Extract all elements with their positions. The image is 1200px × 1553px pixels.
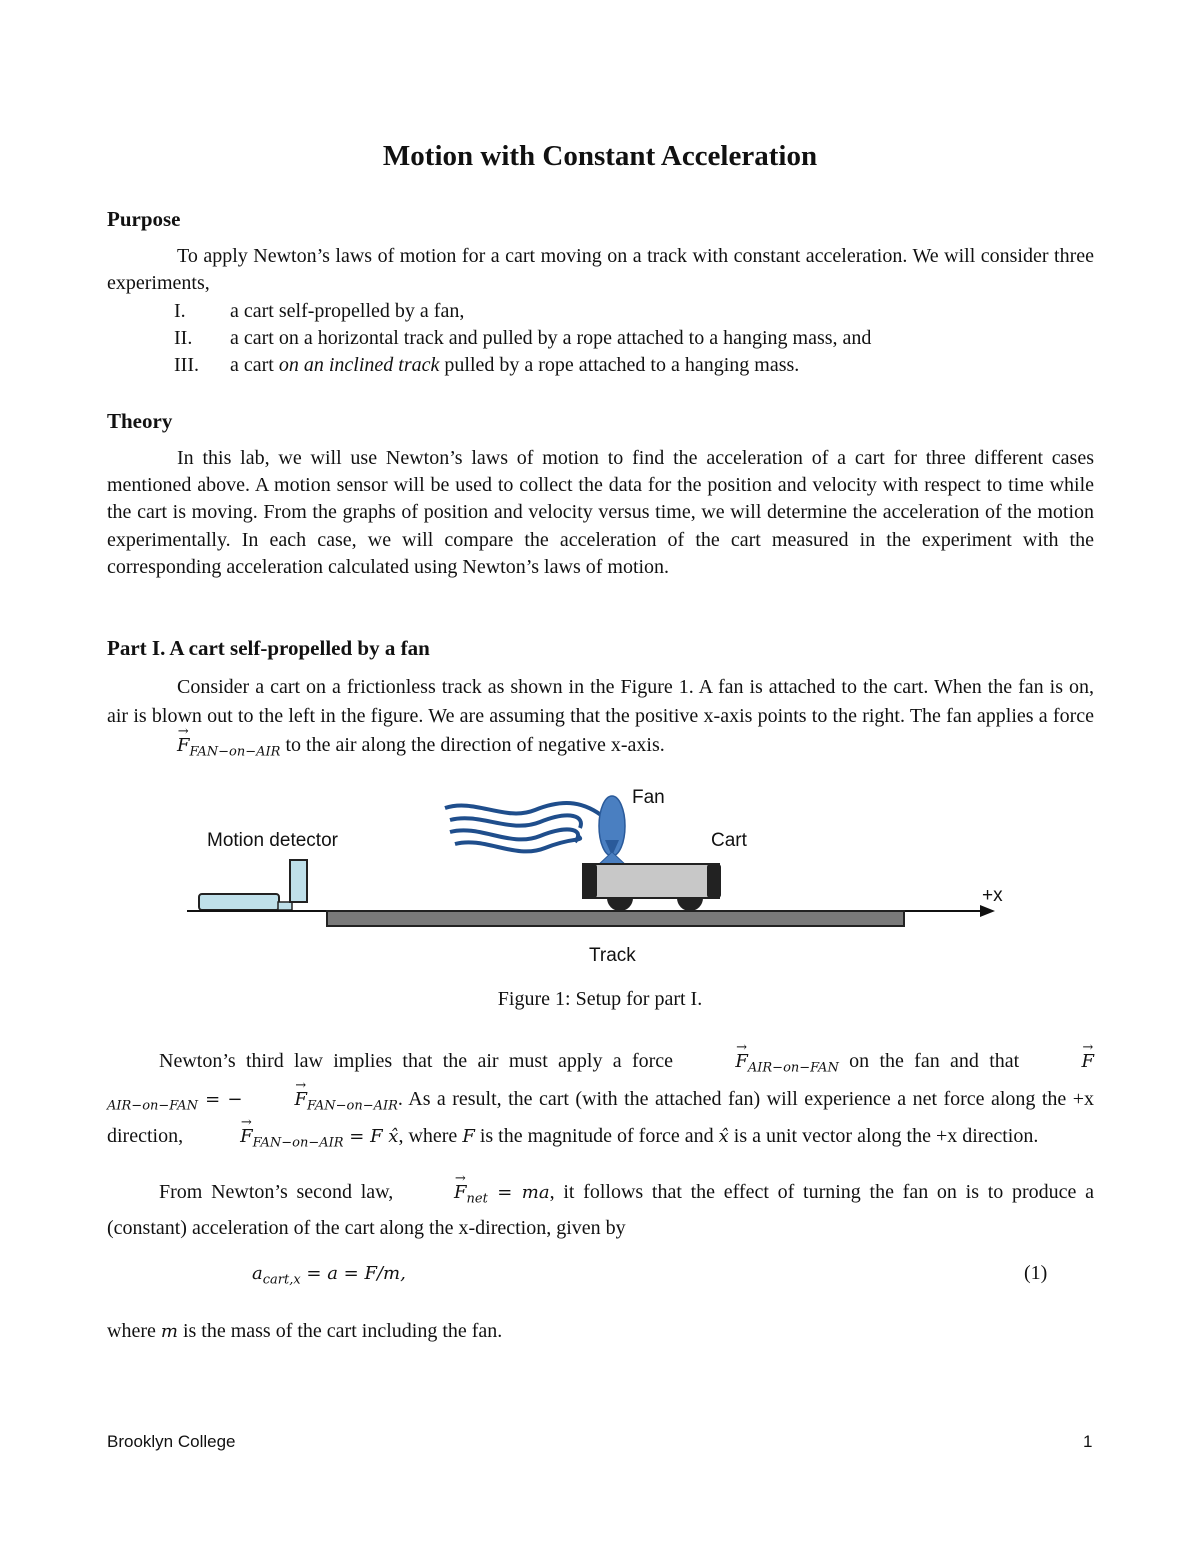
figure-setup: [185, 780, 1015, 970]
axis-label: +x: [982, 885, 1003, 906]
list-item: II. a cart on a horizontal track and pulled by a rope attached to a hanging mass, and: [174, 327, 872, 350]
footer-page-number: 1: [1083, 1432, 1093, 1451]
part1-paragraph-4: where m is the mass of the cart including the fan.: [107, 1320, 503, 1342]
air-waves-icon: [445, 803, 605, 851]
track-icon: [327, 911, 904, 926]
part1-paragraph-2: Newton’s third law implies that the air must apply a force → $F_{AIR-on-FAN}$ on the fan and that → $F_{AIR-on-FAN}$ = −→ $F_{FAN-on-AIR}$. As a result, the cart (with the attached fan) will experience a net force along the +x direction, → $F_{FAN-on-AIR} = F$ x̂, where F is the magnitude of force and x̂ is a unit vector along the +x direction.: [107, 1046, 1094, 1159]
purpose-text: To apply Newton’s laws of motion for a cart moving on a track with constant acceleration. We will consider three experiments,: [107, 245, 1094, 295]
equation-number: (1): [1024, 1262, 1048, 1284]
motion-detector-label: Motion detector: [207, 830, 338, 851]
fan-label: Fan: [632, 787, 665, 808]
theory-text: In this lab, we will use Newton’s laws of motion to find the acceleration of a cart for three different cases mentioned above. A motion sensor will be used to collect the data for the position and velocity with respect to time while the cart is moving. From the graphs of position and velocity versus time, we will determine the acceleration of the motion experimentally. In each case, we will compare the acceleration of the cart measured in the experiment with the corresponding acceleration calculated using Newton’s laws of motion.: [107, 447, 1094, 578]
list-item: III. a cart on an inclined track pulled by a rope attached to a hanging mass.: [174, 354, 800, 377]
figure-caption: Figure 1: Setup for part I.: [497, 988, 703, 1010]
page-title: Motion with Constant Acceleration: [382, 140, 818, 172]
experiment-list: [174, 298, 871, 380]
x-axis-arrow-icon: [980, 905, 995, 917]
part1-paragraph-3: From Newton’s second law, → $F_{net}$ = ma, it follows that the effect of turning the fan on is to produce a (constant) acceleration of the cart along the x-direction, given by: [107, 1178, 1094, 1243]
part1-paragraph-1: Consider a cart on a frictionless track as shown in the Figure 1. A fan is attached to the cart. When the fan is on, air is blown out to the left in the figure. We are assuming that the positive x-axis points to the right. The fan applies a force → $F_{FAN-on-AIR}$ to the air along the direction of negative x-axis.: [107, 673, 1094, 767]
equation-1: $a_{cart,x} = a = F/m$,: [252, 1263, 406, 1288]
list-item: I. a cart self-propelled by a fan,: [174, 300, 465, 322]
cart-label: Cart: [711, 830, 747, 851]
cart-icon: [583, 864, 721, 911]
footer-institution: Brooklyn College: [107, 1432, 236, 1451]
part1-heading: Part I. A cart self-propelled by a fan: [107, 636, 430, 660]
motion-detector-icon: [199, 860, 307, 910]
theory-heading: Theory: [107, 409, 173, 433]
track-label: Track: [589, 945, 636, 966]
fan-icon: [597, 796, 627, 866]
purpose-heading: Purpose: [107, 207, 181, 231]
